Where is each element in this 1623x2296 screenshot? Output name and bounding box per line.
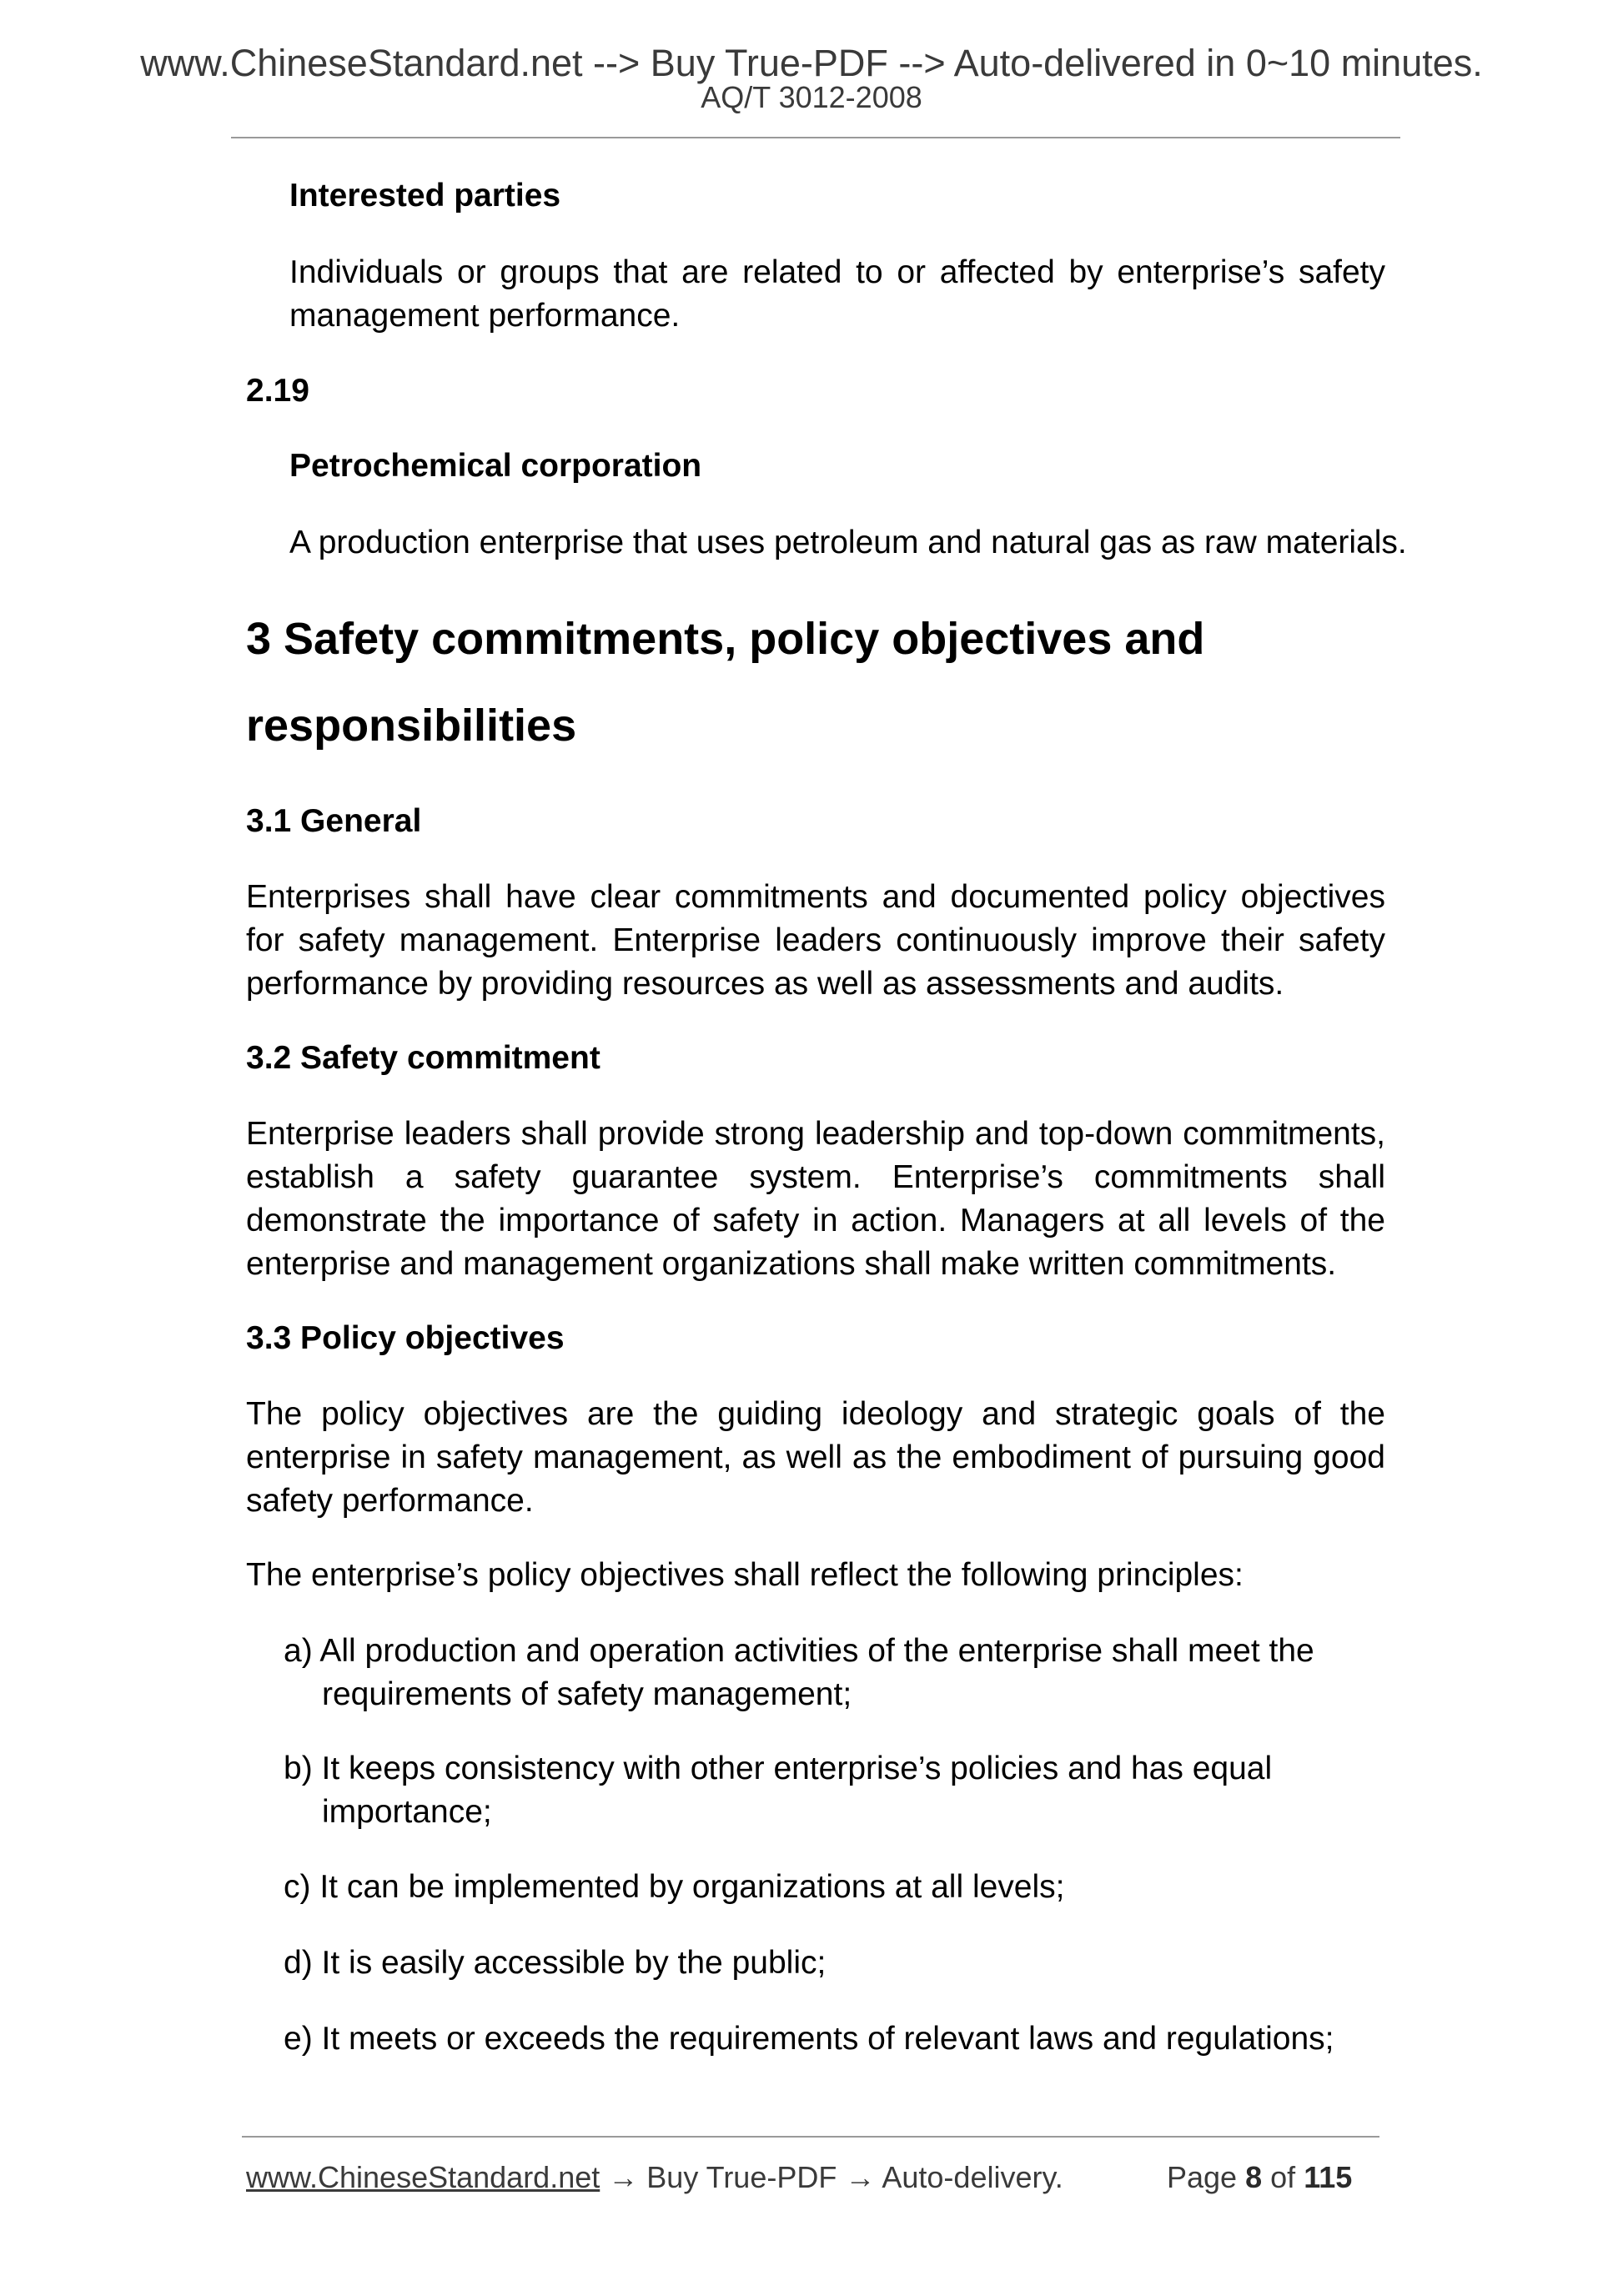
term-title-petrochemical: Petrochemical corporation <box>289 448 702 484</box>
total-pages: 115 <box>1304 2160 1353 2194</box>
footer-delivery-text: Auto-delivery. <box>882 2160 1063 2194</box>
section-3-heading-line2: responsibilities <box>246 701 577 751</box>
list-marker: b) <box>284 1751 313 1786</box>
footer-divider <box>242 2136 1379 2138</box>
standard-code: AQ/T 3012-2008 <box>701 80 922 114</box>
section-3-3-heading: 3.3 Policy objectives <box>246 1320 565 1356</box>
arrow-right-icon: → <box>845 2160 876 2194</box>
list-text-continued: importance; <box>322 1794 492 1830</box>
list-text: It meets or exceeds the requirements of relevant laws and regulations; <box>321 2021 1334 2057</box>
page-number: 8 <box>1245 2160 1263 2194</box>
list-marker: a) <box>284 1633 313 1669</box>
footer-buy-text: Buy True-PDF <box>646 2160 837 2194</box>
list-text-continued: requirements of safety management; <box>322 1676 852 1712</box>
page-footer <box>246 2159 1385 2196</box>
list-item <box>284 1747 1385 1834</box>
section-3-3-principles-intro: The enterprise’s policy objectives shall reflect the following principles: <box>246 1557 1244 1593</box>
list-marker: c) <box>284 1869 311 1905</box>
section-3-3-text: The policy objectives are the guiding ideology and strategic goals of the enterprise in safety management, as well as the embodiment of pursuing good safety performance. <box>246 1396 1385 1519</box>
term-definition-interested-parties: Individuals or groups that are related to or affected by enterprise’s safety management performance. <box>289 254 1385 334</box>
list-text: All production and operation activities of the enterprise shall meet the <box>319 1633 1314 1669</box>
header-banner: www.ChineseStandard.net --> Buy True-PDF --> Auto-delivered in 0~10 minutes. <box>140 42 1483 84</box>
list-item <box>284 2017 1385 2061</box>
of-label: of <box>1270 2160 1296 2194</box>
arrow-right-icon: → <box>608 2160 639 2194</box>
section-3-1-text: Enterprises shall have clear commitments and documented policy objectives for safety management. Enterprise leaders continuously improve their safety performance by providing resources as well as assessments and audits. <box>246 879 1385 1002</box>
header-divider <box>231 137 1400 138</box>
footer-site-link[interactable]: www.ChineseStandard.net <box>246 2160 600 2194</box>
term-title-interested-parties: Interested parties <box>289 178 561 214</box>
list-item <box>284 1630 1385 1716</box>
list-marker: e) <box>284 2021 313 2057</box>
term-definition-petrochemical: A production enterprise that uses petroleum and natural gas as raw materials. <box>289 525 1407 560</box>
list-text: It keeps consistency with other enterprise’s policies and has equal <box>321 1751 1273 1786</box>
term-number-2-19: 2.19 <box>246 373 309 409</box>
section-3-heading-line1: 3 Safety commitments, policy objectives and <box>246 614 1205 664</box>
list-text: It is easily accessible by the public; <box>321 1945 827 1981</box>
list-item <box>284 1866 1385 1909</box>
section-3-2-heading: 3.2 Safety commitment <box>246 1040 600 1076</box>
section-3-1-heading: 3.1 General <box>246 803 422 839</box>
page-label: Page <box>1167 2160 1238 2194</box>
list-marker: d) <box>284 1945 313 1981</box>
section-3-2-text: Enterprise leaders shall provide strong leadership and top-down commitments, establish a safety guarantee system. Enterprise’s commitments shall demonstrate the importance of safety in action. Managers at all levels of the enterprise and management organizations shall make written commitments. <box>246 1116 1385 1282</box>
list-item <box>284 1942 1385 1985</box>
list-text: It can be implemented by organizations at all levels; <box>319 1869 1065 1905</box>
page-counter <box>1167 2159 1352 2196</box>
